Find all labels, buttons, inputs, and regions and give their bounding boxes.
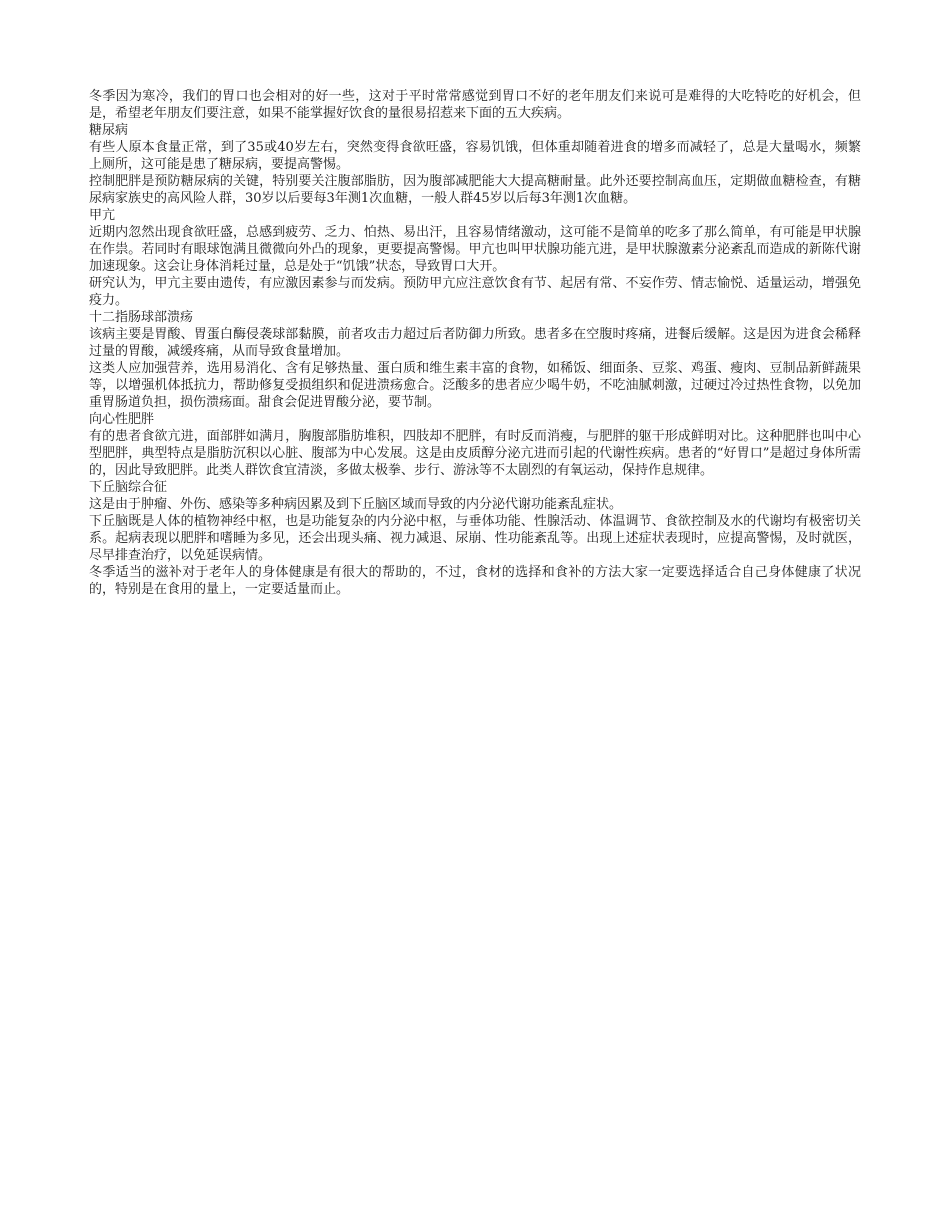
hyperthyroidism-paragraph-2: 研究认为，甲亢主要由遗传，有应激因素参与而发病。预防甲亢应注意饮食有节、起居有常、不妄作劳、情志愉悦、适量运动，增强免疫力。 [89,276,861,308]
article-body [89,88,861,598]
hypothalamic-paragraph-1: 这是由于肿瘤、外伤、感染等多种病因累及到下丘脑区域而导致的内分泌代谢功能紊乱症状。 [89,497,623,512]
section-heading-central-obesity: 向心性肥胖 [89,412,155,427]
section-heading-diabetes: 糖尿病 [89,123,129,138]
diabetes-paragraph-1: 有些人原本食量正常，到了35或40岁左右，突然变得食欲旺盛，容易饥饿，但体重却随着进食的增多而减轻了，总是大量喝水，频繁上厕所，这可能是患了糖尿病，要提高警惕。 [89,140,861,172]
conclusion-paragraph: 冬季适当的滋补对于老年人的身体健康是有很大的帮助的，不过，食材的选择和食补的方法大家一定要选择适合自己身体健康了状况的，特别是在食用的量上，一定要适量而止。 [89,565,861,597]
hyperthyroidism-paragraph-1: 近期内忽然出现食欲旺盛，总感到疲劳、乏力、怕热、易出汗，且容易情绪激动，这可能不是简单的吃多了那么简单，有可能是甲状腺在作祟。若同时有眼球饱满且微微向外凸的现象，更要提高警惕。甲亢也叫甲状腺功能亢进，是甲状腺激素分泌紊乱而造成的新陈代谢加速现象。这会让身体消耗过量，总是处于“饥饿”状态，导致胃口大开。 [89,225,861,274]
diabetes-paragraph-2: 控制肥胖是预防糖尿病的关键，特别要关注腹部脂肪，因为腹部减肥能大大提高糖耐量。此外还要控制高血压，定期做血糖检查，有糖尿病家族史的高风险人群，30岁以后要每3年测1次血糖，一般人群45岁以后每3年测1次血糖。 [89,174,861,206]
section-heading-duodenal-ulcer: 十二指肠球部溃疡 [89,310,194,325]
intro-paragraph: 冬季因为寒冷，我们的胃口也会相对的好一些，这对于平时常常感觉到胃口不好的老年朋友们来说可是难得的大吃特吃的好机会，但是，希望老年朋友们要注意，如果不能掌握好饮食的量很易招惹来下面的五大疾病。 [89,89,861,121]
hypothalamic-paragraph-2: 下丘脑既是人体的植物神经中枢，也是功能复杂的内分泌中枢，与垂体功能、性腺活动、体温调节、食欲控制及水的代谢均有极密切关系。起病表现以肥胖和嗜睡为多见，还会出现头痛、视力减退、尿崩、性功能紊乱等。出现上述症状表现时，应提高警惕，及时就医，尽早排查治疗，以免延误病情。 [89,514,861,563]
section-heading-hypothalamic-syndrome: 下丘脑综合征 [89,480,168,495]
section-heading-hyperthyroidism: 甲亢 [89,208,116,223]
duodenal-ulcer-paragraph-2: 这类人应加强营养，选用易消化、含有足够热量、蛋白质和维生素丰富的食物，如稀饭、细面条、豆浆、鸡蛋、瘦肉、豆制品新鲜蔬果等，以增强机体抵抗力，帮助修复受损组织和促进溃疡愈合。泛酸多的患者应少喝牛奶，不吃油腻刺激，过硬过冷过热性食物，以免加重胃肠道负担，损伤溃疡面。甜食会促进胃酸分泌，要节制。 [89,361,861,410]
duodenal-ulcer-paragraph-1: 该病主要是胃酸、胃蛋白酶侵袭球部黏膜，前者攻击力超过后者防御力所致。患者多在空腹时疼痛，进餐后缓解。这是因为进食会稀释过量的胃酸，减缓疼痛，从而导致食量增加。 [89,327,861,359]
central-obesity-paragraph-1: 有的患者食欲亢进，面部胖如满月，胸腹部脂肪堆积，四肢却不肥胖，有时反而消瘦，与肥胖的躯干形成鲜明对比。这种肥胖也叫中心型肥胖，典型特点是脂肪沉积以心脏、腹部为中心发展。这是由皮质醇分泌亢进而引起的代谢性疾病。患者的“好胃口”是超过身体所需的，因此导致肥胖。此类人群饮食宜清淡，多做太极拳、步行、游泳等不太剧烈的有氧运动，保持作息规律。 [89,429,861,478]
